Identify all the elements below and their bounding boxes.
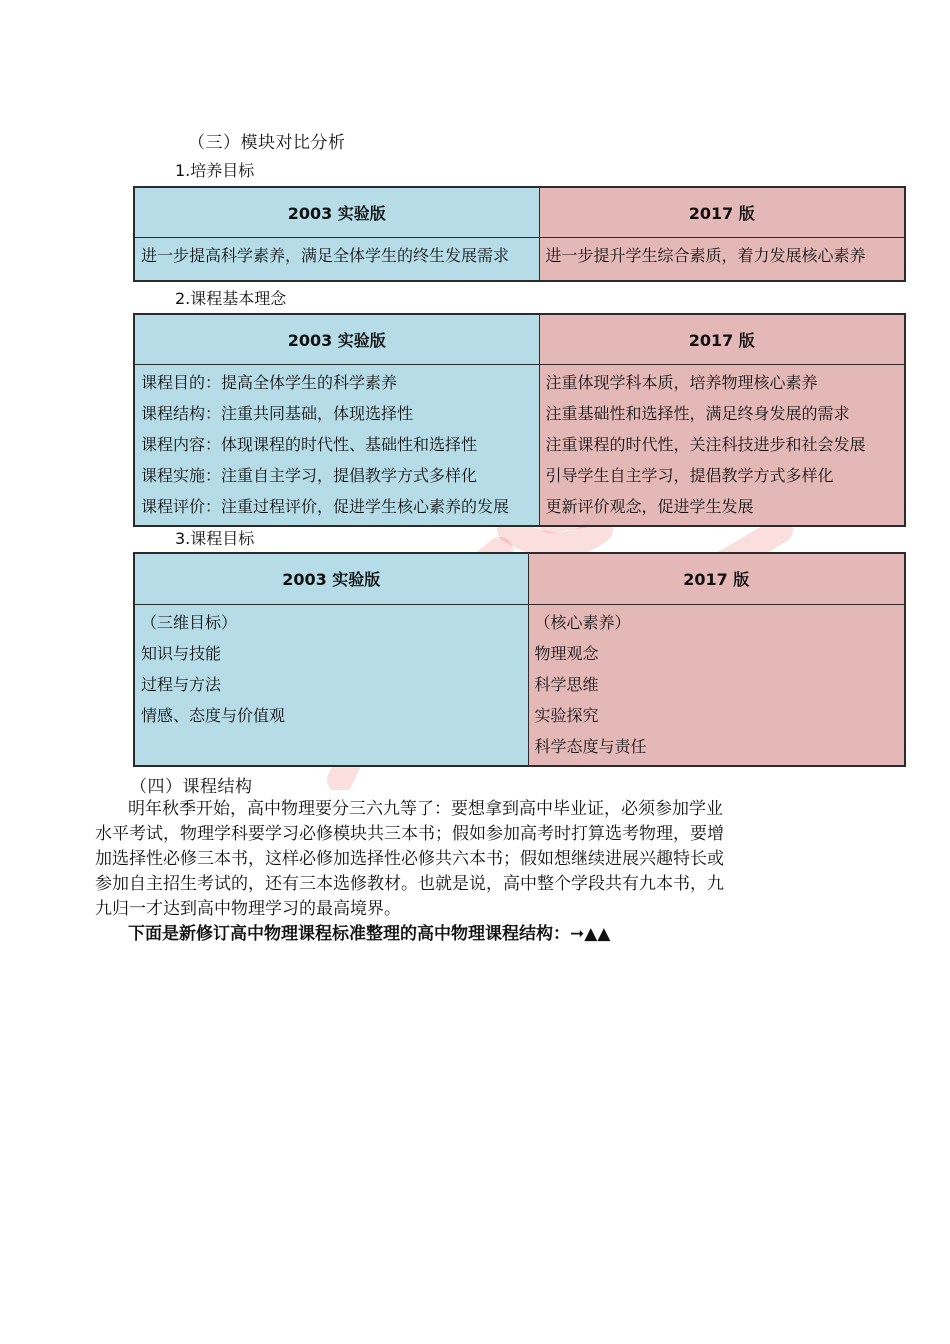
t2-right-line: 更新评价观念，促进学生发展 xyxy=(545,496,754,516)
t3-right-line: 科学态度与责任 xyxy=(534,736,647,756)
t3-right-line: 科学思维 xyxy=(534,674,599,694)
t1-header-2003: 2003 实验版 xyxy=(134,187,539,237)
t3-left-line: 过程与方法 xyxy=(141,674,222,694)
section3-title: （三）模块对比分析 xyxy=(188,133,346,153)
t2-left-line: 课程结构：注重共同基础，体现选择性 xyxy=(141,403,414,423)
t2-right-line: 注重基础性和选择性，满足终身发展的需求 xyxy=(545,403,850,423)
section4-paragraph xyxy=(95,797,815,922)
paragraph-line: 水平考试，物理学科要学习必修模块共三本书；假如参加高考时打算选考物理，要增 xyxy=(95,824,724,844)
t2-header-2003: 2003 实验版 xyxy=(134,314,539,364)
t2-heading: 2.课程基本理念 xyxy=(175,289,287,308)
t1-right-line: 进一步提升学生综合素质，着力发展核心素养 xyxy=(545,245,866,265)
t3-right-line: （核心素养） xyxy=(534,612,631,632)
t3-left-line: 知识与技能 xyxy=(141,643,222,663)
t3-heading: 3.课程目标 xyxy=(175,529,255,548)
structure-intro: 下面是新修订高中物理课程标准整理的高中物理课程结构：➞▲▲ xyxy=(128,924,611,944)
t1-header-2017: 2017 版 xyxy=(539,187,905,237)
t2-left-line: 课程目的：提高全体学生的科学素养 xyxy=(141,372,398,392)
t3-left-line: 情感、态度与价值观 xyxy=(141,705,286,725)
t3-header-2003: 2003 实验版 xyxy=(134,553,528,604)
t2-left-line: 课程内容：体现课程的时代性、基础性和选择性 xyxy=(141,434,478,454)
t2-right-line: 注重课程的时代性，关注科技进步和社会发展 xyxy=(545,434,866,454)
t2-left-line: 课程评价：注重过程评价，促进学生核心素养的发展 xyxy=(141,496,510,516)
t2-header-2017: 2017 版 xyxy=(539,314,905,364)
t1-heading: 1.培养目标 xyxy=(175,161,255,180)
table-curriculum-philosophy xyxy=(133,313,906,527)
paragraph-line: 九归一才达到高中物理学习的最高境界。 xyxy=(95,899,401,919)
t3-right-line: 实验探究 xyxy=(534,705,599,725)
t3-right-line: 物理观念 xyxy=(534,643,599,663)
t3-left-line: （三维目标） xyxy=(141,612,238,632)
t1-left-line: 进一步提高科学素养，满足全体学生的终生发展需求 xyxy=(141,245,510,265)
table-curriculum-goals xyxy=(133,552,906,767)
paragraph-line: 明年秋季开始，高中物理要分三六九等了：要想拿到高中毕业证，必须参加学业 xyxy=(128,799,723,819)
section4-title: （四）课程结构 xyxy=(130,777,253,797)
paragraph-line: 加选择性必修三本书，这样必修加选择性必修共六本书；假如想继续进展兴趣特长或 xyxy=(95,849,724,869)
table-training-goals xyxy=(133,186,906,282)
t3-header-2017: 2017 版 xyxy=(528,553,905,604)
t2-right-line: 注重体现学科本质，培养物理核心素养 xyxy=(545,372,818,392)
t2-right-line: 引导学生自主学习，提倡教学方式多样化 xyxy=(545,465,834,485)
paragraph-line: 参加自主招生考试的，还有三本选修教材。也就是说，高中整个学段共有九本书，九 xyxy=(95,874,724,894)
t2-left-line: 课程实施：注重自主学习，提倡教学方式多样化 xyxy=(141,465,478,485)
